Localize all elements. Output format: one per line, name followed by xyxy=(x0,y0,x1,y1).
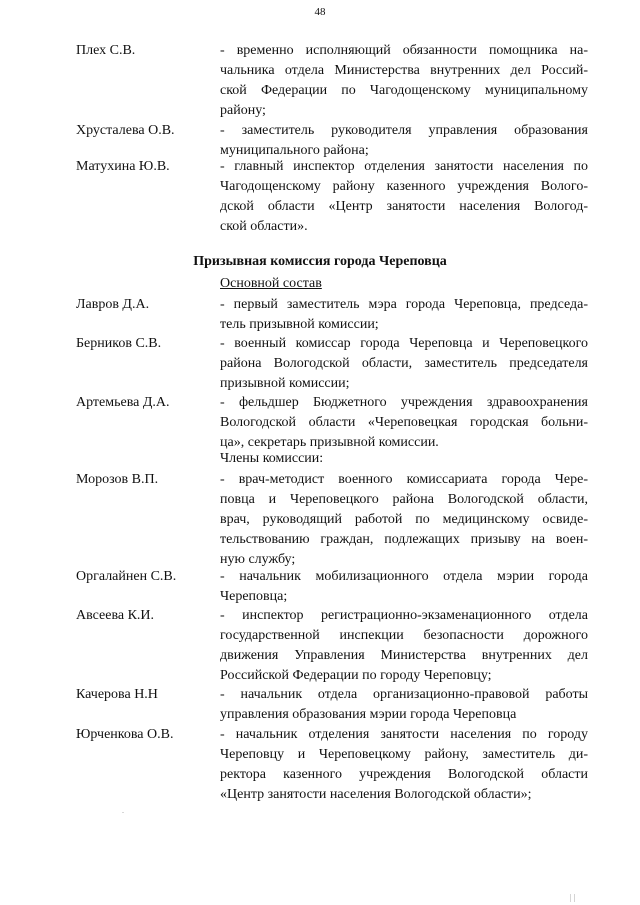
person-name: Матухина Ю.В. xyxy=(76,159,170,174)
position-description xyxy=(220,470,588,570)
description-line: Череповца; xyxy=(220,589,288,604)
description-line: - начальник отдела организационно-правовой работы xyxy=(220,687,588,702)
person-name: Берников С.В. xyxy=(76,336,162,351)
person-name: Лавров Д.А. xyxy=(76,297,150,312)
position-description xyxy=(220,685,588,725)
description-line: району; xyxy=(220,103,266,118)
position-description xyxy=(220,606,588,686)
description-line: - временно исполняющий обязанности помощника на- xyxy=(220,43,588,58)
person-name: Плех С.В. xyxy=(76,43,136,58)
person-name: Качерова Н.Н xyxy=(76,687,158,702)
description-line: - военный комиссар города Череповца и Череповецкого xyxy=(220,336,588,351)
description-line: призывной комиссии; xyxy=(220,376,350,391)
description-line: тель призывной комиссии; xyxy=(220,317,379,332)
page-number: 48 xyxy=(314,6,326,18)
description-line: врач, руководящий работой по медицинскому освиде- xyxy=(220,512,588,527)
description-line: ректора казенного учреждения Вологодской области xyxy=(220,767,588,782)
description-line: дской области «Центр занятости населения Вологод- xyxy=(220,199,588,214)
description-line: муниципального района; xyxy=(220,143,369,158)
position-description xyxy=(220,567,588,607)
description-line: «Центр занятости населения Вологодской области»; xyxy=(220,787,532,802)
description-line: ской области». xyxy=(220,219,308,234)
description-line: - первый заместитель мэра города Череповца, председа- xyxy=(220,297,588,312)
description-line: ную службу; xyxy=(220,552,296,567)
description-line: - фельдшер Бюджетного учреждения здравоохранения xyxy=(220,395,588,410)
main-staff-label: Основной состав xyxy=(220,276,322,291)
description-line: Вологодской области «Череповецкая городская больни- xyxy=(220,415,588,430)
description-line: Череповцу и Череповецкому району, заместитель ди- xyxy=(220,747,588,762)
person-name: Морозов В.П. xyxy=(76,472,159,487)
description-line: района Вологодской области, заместитель председателя xyxy=(220,356,588,371)
description-line: повца и Череповецкого района Вологодской области, xyxy=(220,492,588,507)
description-line: ской Федерации по Чагодощенскому муниципальному xyxy=(220,83,588,98)
description-line: Чагодощенскому району казенного учреждения Волого- xyxy=(220,179,588,194)
position-description xyxy=(220,41,588,121)
description-line: государственной инспекции безопасности дорожного xyxy=(220,628,588,643)
position-description xyxy=(220,157,588,237)
description-line: - заместитель руководителя управления образования xyxy=(220,123,588,138)
members-label: Члены комиссии: xyxy=(220,451,324,466)
description-line: управления образования мэрии города Череповца xyxy=(220,707,517,722)
position-description xyxy=(220,725,588,805)
description-line: - начальник мобилизационного отдела мэрии города xyxy=(220,569,588,584)
position-description xyxy=(220,295,588,335)
person-name: Авсеева К.И. xyxy=(76,608,155,623)
person-name: Артемьева Д.А. xyxy=(76,395,170,410)
description-line: движения Управления Министерства внутренних дел xyxy=(220,648,588,663)
section-heading: Призывная комиссия города Череповца xyxy=(193,254,447,269)
scan-speck: . xyxy=(122,806,124,815)
person-name: Хрусталева О.В. xyxy=(76,123,175,138)
scan-speck: | | xyxy=(570,893,576,902)
description-line: ца», секретарь призывной комиссии. xyxy=(220,435,439,450)
person-name: Юрченкова О.В. xyxy=(76,727,174,742)
description-line: Российской Федерации по городу Череповцу; xyxy=(220,668,492,683)
person-name: Оргалайнен С.В. xyxy=(76,569,177,584)
description-line: тельствованию граждан, подлежащих призыву на воен- xyxy=(220,532,588,547)
description-line: - инспектор регистрационно-экзаменационного отдела xyxy=(220,608,588,623)
description-line: - начальник отделения занятости населения по городу xyxy=(220,727,588,742)
position-description xyxy=(220,334,588,394)
position-description xyxy=(220,121,588,161)
description-line: чальника отдела Министерства внутренних дел Россий- xyxy=(220,63,588,78)
position-description xyxy=(220,393,588,453)
description-line: - врач-методист военного комиссариата города Чере- xyxy=(220,472,588,487)
description-line: - главный инспектор отделения занятости населения по xyxy=(220,159,588,174)
